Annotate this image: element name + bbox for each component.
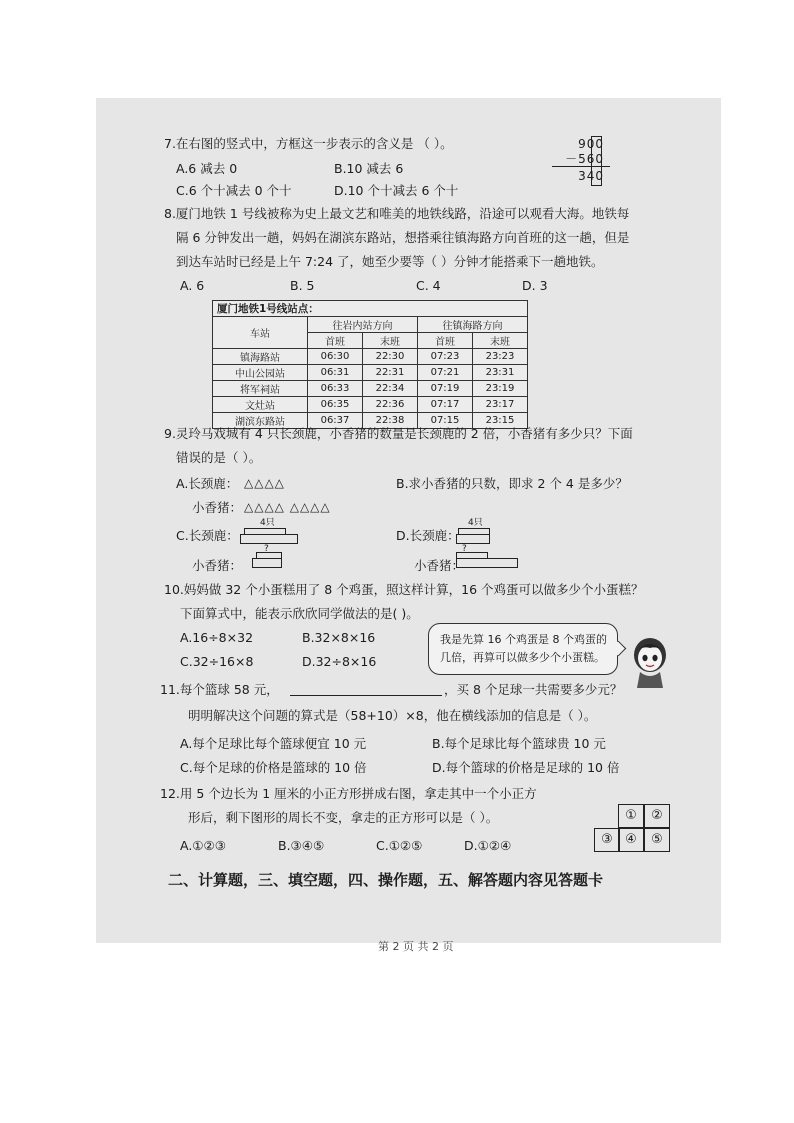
vertical-minus: －560	[565, 152, 604, 166]
q10-option-c: C.32÷16×8	[180, 654, 254, 669]
table-cell: 06:31	[308, 365, 363, 381]
table-cell: 23:23	[473, 349, 528, 365]
table-row	[213, 381, 528, 397]
table-title: 厦门地铁1号线站点：	[213, 301, 528, 317]
q12-option-d: D.①②④	[464, 838, 512, 853]
vertical-rule	[552, 166, 610, 167]
page-footer: 第 2 页 共 2 页	[378, 940, 454, 953]
sub-header: 首班	[308, 333, 363, 349]
q7-option-d: D.10 个十减去 6 个十	[334, 183, 459, 198]
q11-answer-blank	[290, 695, 442, 696]
q10-option-b: B.32×8×16	[302, 630, 376, 645]
table-cell: 07:15	[418, 413, 473, 429]
q9-pig-label-a: 小香猪：	[192, 500, 243, 515]
q8-line2: 隔 6 分钟发出一趟，妈妈在湖滨东路站，想搭乘往镇海路方向首班的这一趟，但是	[176, 230, 630, 245]
table-cell: 06:37	[308, 413, 363, 429]
table-row	[213, 397, 528, 413]
q9-option-b: B.求小香猪的只数，即求 2 个 4 是多少？	[396, 476, 628, 491]
q8-option-a: A. 6	[180, 278, 205, 293]
station-header: 车站	[213, 317, 308, 349]
table-row	[213, 365, 528, 381]
c-pig-bar	[252, 558, 282, 568]
q11-option-a: A.每个足球比每个篮球便宜 10 元	[180, 736, 367, 751]
table-cell: 镇海路站	[213, 349, 308, 365]
vertical-top: 900	[578, 137, 604, 151]
girl-avatar-icon	[630, 636, 670, 688]
table-cell: 22:34	[363, 381, 418, 397]
table-cell: 文灶站	[213, 397, 308, 413]
d-top-label: 4只	[468, 518, 483, 528]
c-question: ?	[264, 544, 269, 554]
table-cell: 07:17	[418, 397, 473, 413]
table-cell: 23:15	[473, 413, 528, 429]
q11-option-b: B.每个足球比每个篮球贵 10 元	[432, 736, 606, 751]
table-cell: 23:31	[473, 365, 528, 381]
table-cell: 23:19	[473, 381, 528, 397]
c-giraffe-bar	[240, 534, 298, 544]
table-cell: 07:19	[418, 381, 473, 397]
q12-line1: 12.用 5 个边长为 1 厘米的小正方形拼成右图，拿走其中一个小正方	[160, 786, 537, 801]
vertical-subtraction	[552, 136, 616, 188]
q8-option-d: D. 3	[522, 278, 548, 293]
table-cell: 22:36	[363, 397, 418, 413]
q11-line2: 明明解决这个问题的算式是（58+10）×8，他在横线添加的信息是（ ）。	[188, 708, 597, 723]
q9-option-a-label: A.长颈鹿：	[176, 476, 239, 491]
q7-option-a: A.6 减去 0	[176, 161, 238, 176]
q12-option-b: B.③④⑤	[278, 838, 325, 853]
section-heading: 二、计算题，三、填空题，四、操作题，五、解答题内容见答题卡	[168, 871, 604, 889]
square-4: ④	[618, 828, 644, 852]
q11-line1-part1: 11.每个篮球 58 元，	[160, 682, 279, 697]
q8-option-c: C. 4	[416, 278, 441, 293]
q9-line2: 错误的是（ ）。	[176, 450, 262, 465]
q7-question: 7.在右图的竖式中，方框这一步表示的含义是 （ ）。	[164, 136, 453, 151]
c-top-label: 4只	[260, 518, 275, 528]
table-cell: 22:31	[363, 365, 418, 381]
table-cell: 06:33	[308, 381, 363, 397]
table-cell: 湖滨东路站	[213, 413, 308, 429]
table-cell: 06:35	[308, 397, 363, 413]
q9-pig-label-c: 小香猪：	[192, 558, 243, 573]
q9-line1: 9.灵玲马戏城有 4 只长颈鹿，小香猪的数量是长颈鹿的 2 倍，小香猪有多少只？下面	[164, 426, 633, 441]
giraffe-triangles: △△△△	[244, 476, 285, 490]
table-cell: 22:38	[363, 413, 418, 429]
q12-option-c: C.①②⑤	[376, 838, 423, 853]
metro-timetable	[212, 300, 528, 429]
pig-triangles: △△△△ △△△△	[244, 500, 331, 514]
vertical-result: 340	[578, 169, 604, 183]
q9-pig-label-d: 小香猪：	[414, 558, 465, 573]
square-2: ②	[644, 804, 670, 828]
q12-option-a: A.①②③	[180, 838, 226, 853]
q11-line1-part2: ，买 8 个足球一共需要多少元？	[444, 682, 623, 697]
q8-line3: 到达车站时已经是上午 7:24 了，她至少要等（ ）分钟才能搭乘下一趟地铁。	[176, 254, 604, 269]
q11-option-d: D.每个篮球的价格是足球的 10 倍	[432, 760, 620, 775]
q9-option-c-label: C.长颈鹿：	[176, 528, 239, 543]
table-cell: 07:23	[418, 349, 473, 365]
dir2-header: 往镇海路方向	[418, 317, 528, 333]
bubble-line1: 我是先算 16 个鸡蛋是 8 个鸡蛋的	[440, 633, 607, 646]
q10-line1: 10.妈妈做 32 个小蛋糕用了 8 个鸡蛋，照这样计算，16 个鸡蛋可以做多少个小蛋糕？	[164, 582, 644, 597]
square-3: ③	[594, 828, 620, 852]
dir1-header: 往岩内站方向	[308, 317, 418, 333]
q10-line2: 下面算式中，能表示欣欣同学做法的是( )。	[180, 606, 419, 621]
sub-header: 末班	[473, 333, 528, 349]
table-cell: 将军祠站	[213, 381, 308, 397]
q9-option-d-label: D.长颈鹿：	[396, 528, 460, 543]
square-1: ①	[618, 804, 644, 828]
q10-option-d: D.32÷8×16	[302, 654, 377, 669]
table-cell: 22:30	[363, 349, 418, 365]
q12-line2: 形后，剩下图形的周长不变，拿走的正方形可以是（ ）。	[188, 810, 499, 825]
table-cell: 07:21	[418, 365, 473, 381]
q8-line1: 8.厦门地铁 1 号线被称为史上最文艺和唯美的地铁线路，沿途可以观看大海。地铁每	[164, 206, 630, 221]
speech-bubble	[428, 623, 618, 675]
square-5: ⑤	[644, 828, 670, 852]
sub-header: 末班	[363, 333, 418, 349]
table-cell: 06:30	[308, 349, 363, 365]
exam-sheet	[96, 98, 721, 953]
table-cell: 23:17	[473, 397, 528, 413]
q7-option-c: C.6 个十减去 0 个十	[176, 183, 292, 198]
q10-option-a: A.16÷8×32	[180, 630, 254, 645]
q8-option-b: B. 5	[290, 278, 315, 293]
table-row	[213, 349, 528, 365]
d-pig-bar	[456, 558, 518, 568]
sub-header: 首班	[418, 333, 473, 349]
bubble-line2: 几倍，再算可以做多少个小蛋糕。	[440, 651, 605, 664]
q11-option-c: C.每个足球的价格是篮球的 10 倍	[180, 760, 367, 775]
table-cell: 中山公园站	[213, 365, 308, 381]
q7-option-b: B.10 减去 6	[334, 161, 404, 176]
d-question: ?	[462, 544, 467, 554]
